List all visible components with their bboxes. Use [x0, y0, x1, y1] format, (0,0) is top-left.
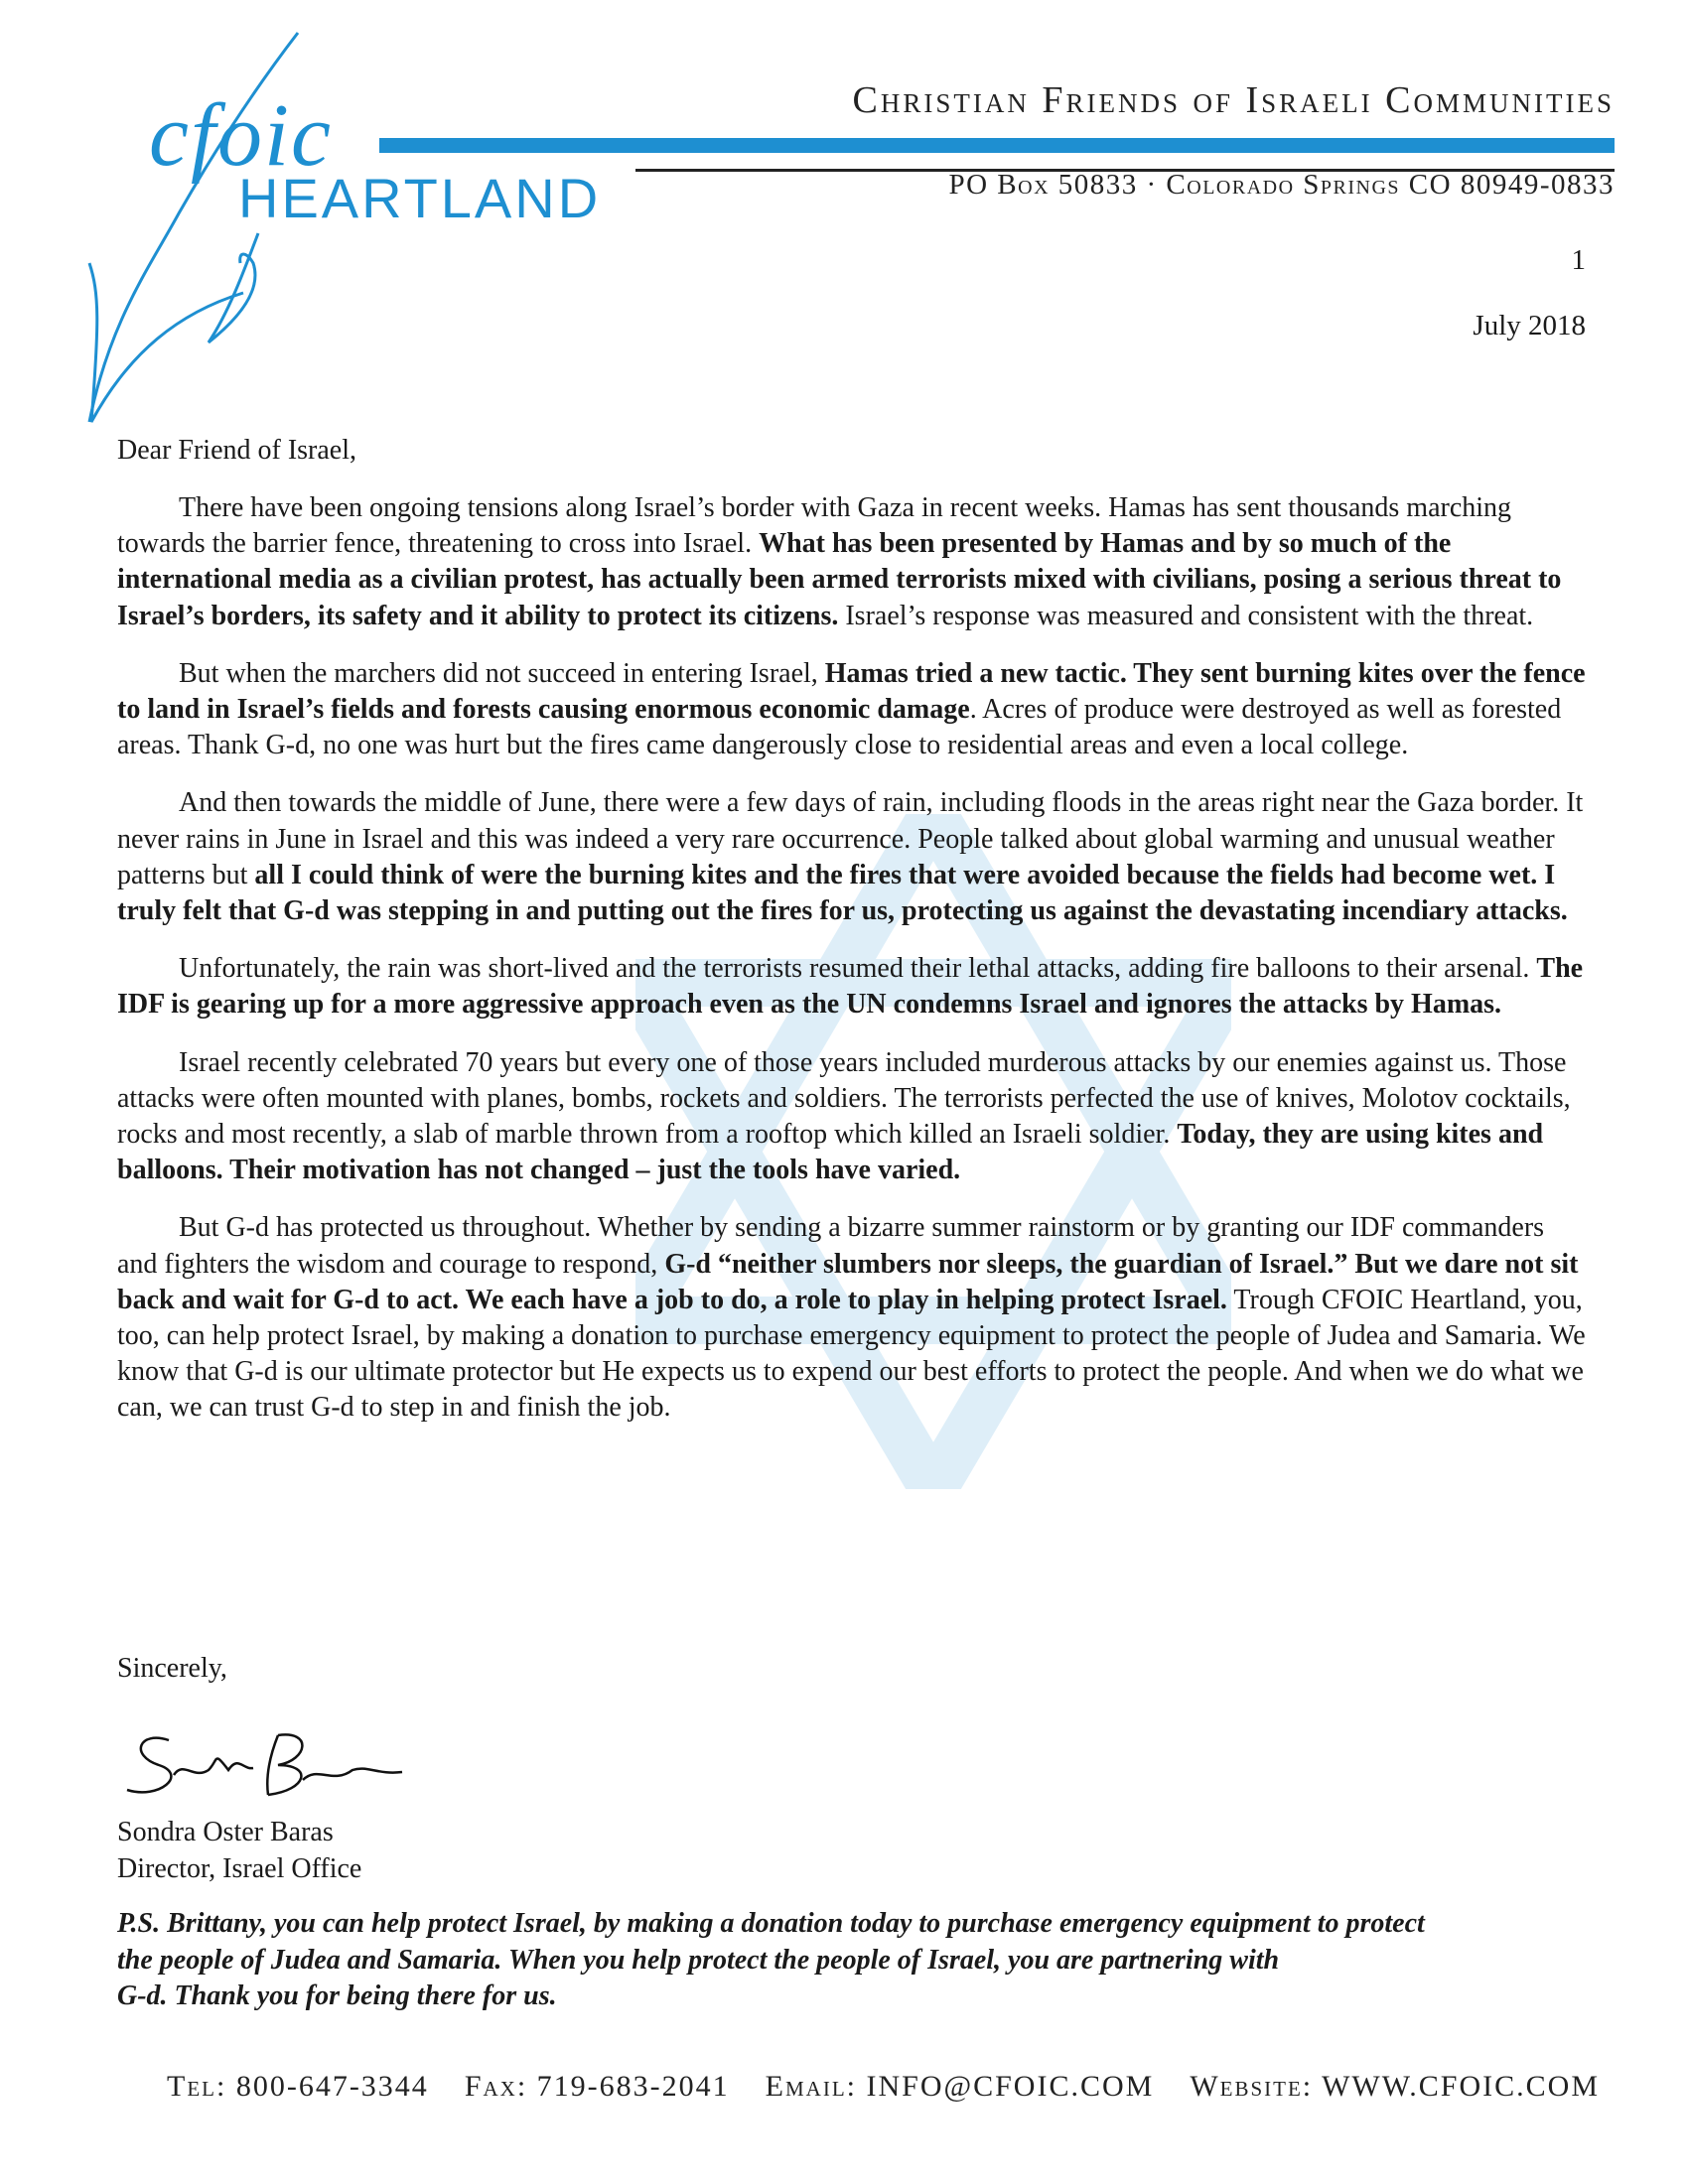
body-paragraph — [117, 785, 1587, 929]
postscript-line: P.S. Brittany, you can help protect Israel, by making a donation today to purchase emergency equipment to protect — [117, 1908, 1425, 1939]
signer-title: Director, Israel Office — [117, 1853, 362, 1884]
letterhead-blue-bar — [379, 138, 1615, 153]
footer-email-value: INFO@CFOIC.COM — [866, 2070, 1155, 2103]
emphasized-text: Today, they are using kites and balloons. Their motivation has not changed – just the tools have varied. — [117, 1119, 1544, 1186]
logo-wordmark-script: cfoic — [149, 86, 333, 185]
letter-date: July 2018 — [1473, 310, 1586, 341]
paragraph-text: Israel recently celebrated 70 years but every one of those years included murderous attacks by our enemies against us. Those attacks were often mounted with planes, bombs, rockets and soldiers. The terrorists perfected the use of knives, Molotov cocktails, rocks and most recently, a slab of marble thrown from a rooftop which killed an Israeli soldier. — [117, 1046, 1571, 1151]
footer-fax-label: Fax: — [464, 2070, 528, 2103]
organization-name: Christian Friends of Israeli Communities — [852, 79, 1615, 121]
emphasized-text: Hamas tried a new tactic. They sent burning kites over the fence to land in Israel’s fields and forests causing enormous economic damage — [117, 657, 1586, 726]
letter-body — [117, 490, 1587, 1448]
paragraph-text: But G-d has protected us throughout. Whether by sending a bizarre summer rainstorm or by granting our IDF commanders and fighters the wisdom and courage to respond, — [117, 1212, 1545, 1280]
emphasized-text: What has been presented by Hamas and by so much of the international media as a civilian protest, has actually been armed terrorists mixed with civilians, posing a serious threat to Israel’s borders, its safety and it ability to protect its citizens. — [117, 528, 1562, 631]
body-paragraph — [117, 1210, 1587, 1426]
footer-fax — [465, 2070, 730, 2104]
postscript-line: the people of Judea and Samaria. When you help protect the people of Israel, you are partnering with — [117, 1944, 1280, 1976]
paragraph-text: But when the marchers did not succeed in entering Israel, — [179, 657, 825, 689]
footer-phone-value: 800-647-3344 — [235, 2070, 429, 2103]
body-paragraph — [117, 1045, 1587, 1189]
footer-email — [766, 2070, 1155, 2104]
logo-wordmark-heartland: HEARTLAND — [238, 167, 602, 229]
paragraph-text: Unfortunately, the rain was short-lived and the terrorists resumed their lethal attacks, adding fire balloons to their arsenal. — [179, 953, 1537, 985]
signer-name: Sondra Oster Baras — [117, 1817, 334, 1847]
paragraph-text: Israel’s response was measured and consistent with the threat. — [838, 600, 1534, 631]
contact-footer — [167, 2070, 1601, 2104]
paragraph-text: Trough CFOIC Heartland, you, too, can help protect Israel, by making a donation to purchase emergency equipment to protect the people of Judea and Samaria. We know that G-d is our ultimate protector but He expects us to expend our best efforts to protect the people. And when we do what we can, we can trust G-d to step in and finish the job. — [117, 1284, 1586, 1424]
body-paragraph — [117, 490, 1587, 634]
body-paragraph — [117, 951, 1587, 1023]
emphasized-text: The IDF is gearing up for a more aggressive approach even as the UN condemns Israel and ignores the attacks by Hamas. — [117, 953, 1584, 1021]
footer-website — [1190, 2070, 1600, 2104]
footer-phone-label: Tel: — [167, 2070, 227, 2103]
footer-website-label: Website: — [1190, 2070, 1314, 2103]
postscript-line: G-d. Thank you for being there for us. — [117, 1980, 557, 2011]
emphasized-text: G-d “neither slumbers nor sleeps, the guardian of Israel.” But we dare not sit back and wait for G-d to act. We each have a job to do, a role to play in helping protect Israel. — [117, 1248, 1579, 1315]
handwritten-signature — [119, 1720, 417, 1810]
footer-fax-value: 719-683-2041 — [536, 2070, 730, 2103]
emphasized-text: all I could think of were the burning kites and the fires that were avoided because the fields had become wet. I truly felt that G-d was stepping in and putting out the fires for us, protecting us against the devastating incendiary attacks. — [117, 859, 1568, 927]
postscript — [117, 1906, 1597, 2015]
closing: Sincerely, — [117, 1653, 227, 1684]
salutation: Dear Friend of Israel, — [117, 435, 357, 466]
organization-address: PO Box 50833 · Colorado Springs CO 80949-0833 — [948, 169, 1615, 201]
body-paragraph — [117, 656, 1587, 764]
footer-website-value: WWW.CFOIC.COM — [1322, 2070, 1601, 2103]
paragraph-text: And then towards the middle of June, there were a few days of rain, including floods in the areas right near the Gaza border. It never rains in June in Israel and this was indeed a very rare occurrence. People talked about global warming and unusual weather patterns but — [117, 787, 1584, 890]
paragraph-text: There have been ongoing tensions along Israel’s border with Gaza in recent weeks. Hamas has sent thousands marching towards the barrier fence, threatening to cross into Israel. — [117, 492, 1512, 560]
paragraph-text: . Acres of produce were destroyed as well as forested areas. Thank G-d, no one was hurt but the fires came dangerously close to residential areas and even a local college. — [117, 694, 1562, 761]
footer-phone — [167, 2070, 429, 2104]
footer-email-label: Email: — [765, 2070, 857, 2103]
page-number: 1 — [1571, 244, 1586, 276]
